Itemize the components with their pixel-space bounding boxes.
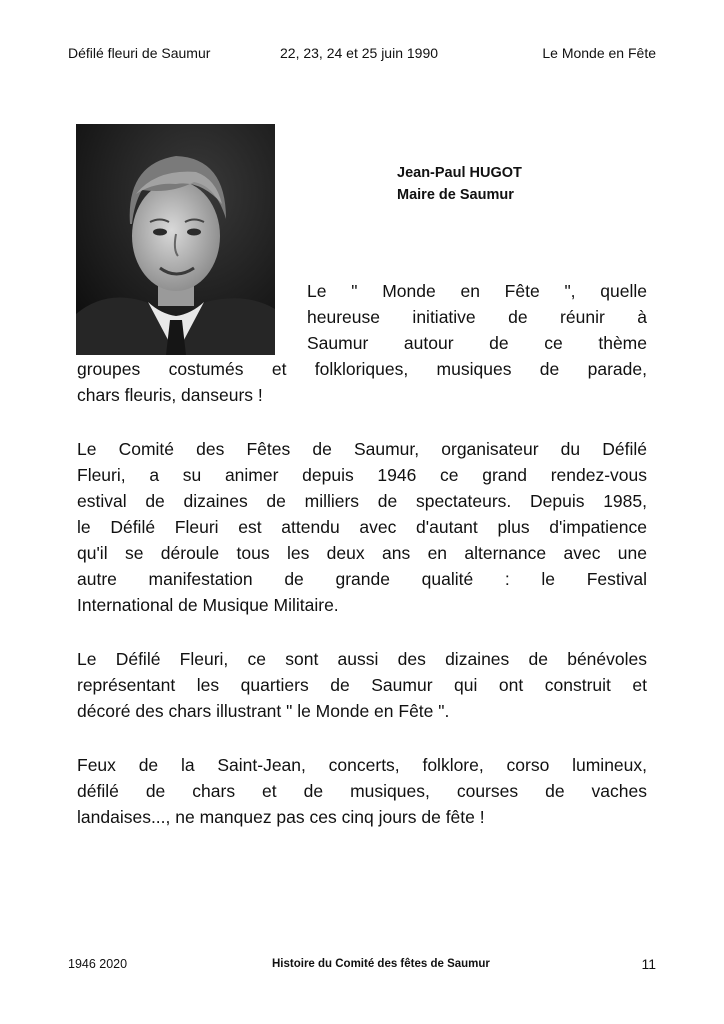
text-line: défilé de chars et de musiques, courses de vaches: [77, 781, 647, 801]
author-name: Jean-Paul HUGOT: [397, 165, 522, 181]
text-line: heureuse initiative de réunir à: [307, 307, 647, 327]
header-left-title: Défilé fleuri de Saumur: [68, 45, 211, 61]
author-block: [397, 162, 522, 206]
text-line: le Défilé Fleuri est attendu avec d'autant plus d'impatience: [77, 517, 647, 537]
text-line: chars fleuris, danseurs !: [77, 385, 263, 405]
text-line: landaises..., ne manquez pas ces cinq jours de fête !: [77, 807, 485, 827]
text-line: Saumur autour de ce thème: [307, 333, 647, 353]
text-line: Le Comité des Fêtes de Saumur, organisateur du Défilé: [77, 439, 647, 459]
text-line: autre manifestation de grande qualité : le Festival: [77, 569, 647, 589]
text-line: groupes costumés et folkloriques, musiques de parade,: [77, 359, 647, 379]
paragraph-programme: [77, 752, 647, 830]
author-role: Maire de Saumur: [397, 187, 514, 203]
paragraph-comite: [77, 436, 647, 618]
text-line: Feux de la Saint-Jean, concerts, folklore, corso lumineux,: [77, 755, 647, 775]
header-right-title: Le Monde en Fête: [542, 45, 656, 61]
text-line: Fleuri, a su animer depuis 1946 ce grand rendez-vous: [77, 465, 647, 485]
text-line: représentant les quartiers de Saumur qui ont construit et: [77, 675, 647, 695]
paragraph-benevoles: [77, 646, 647, 724]
header-dates: 22, 23, 24 et 25 juin 1990: [280, 45, 439, 61]
text-line: décoré des chars illustrant " le Monde en Fête ".: [77, 701, 450, 721]
footer-book-title: Histoire du Comité des fêtes de Saumur: [272, 958, 490, 970]
text-line: Le Défilé Fleuri, ce sont aussi des dizaines de bénévoles: [77, 649, 647, 669]
text-line: estival de dizaines de milliers de spectateurs. Depuis 1985,: [77, 491, 647, 511]
footer-years: 1946 2020: [68, 957, 128, 971]
text-line: qu'il se déroule tous les deux ans en alternance avec une: [77, 543, 647, 563]
page-number: 11: [641, 956, 656, 972]
text-line: Le " Monde en Fête ", quelle: [307, 281, 647, 301]
text-line: International de Musique Militaire.: [77, 595, 339, 615]
paragraph-intro: [77, 278, 647, 408]
